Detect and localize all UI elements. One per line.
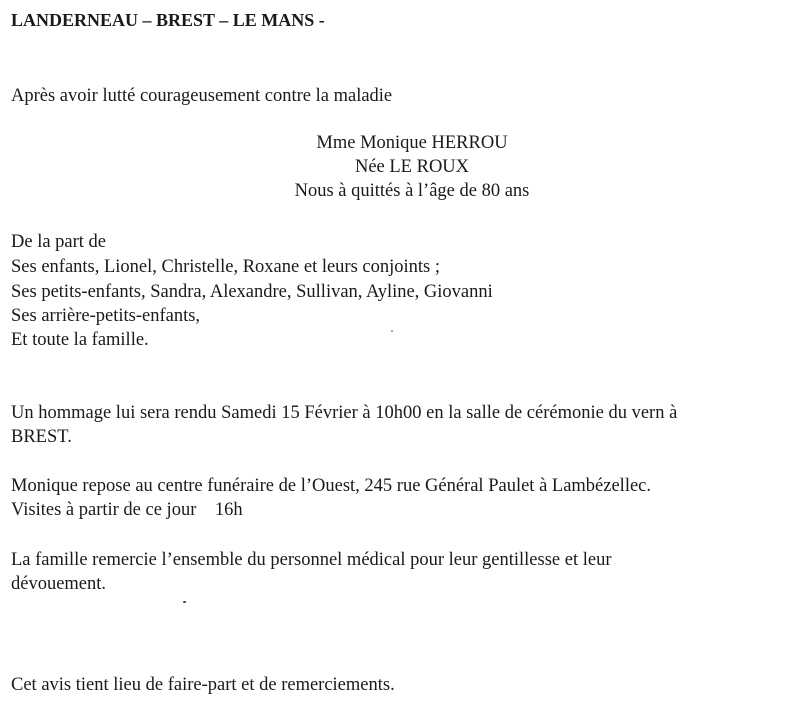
family-line: Ses petits-enfants, Sandra, Alexandre, Sullivan, Ayline, Giovanni (11, 282, 493, 302)
intro-text: Après avoir lutté courageusement contre la maladie (11, 86, 393, 106)
repose-text: Monique repose au centre funéraire de l’Ouest, 245 rue Général Paulet à Lambézellec. (11, 476, 652, 496)
ceremony-text-continued: BREST. (11, 427, 72, 447)
scan-speck (391, 330, 393, 332)
location-heading: LANDERNEAU – BREST – LE MANS - (11, 10, 325, 30)
family-line: De la part de (11, 232, 107, 252)
visiting-hours: Visites à partir de ce jour 16h (11, 500, 243, 520)
ceremony-text: Un hommage lui sera rendu Samedi 15 Février à 10h00 en la salle de cérémonie du vern à (11, 403, 678, 423)
deceased-maiden-name: Née LE ROUX (354, 157, 470, 177)
closing-text: Cet avis tient lieu de faire-part et de remerciements. (11, 675, 395, 695)
thanks-text-continued: dévouement. (11, 574, 107, 594)
deceased-age: Nous à quittés à l’âge de 80 ans (294, 181, 530, 201)
family-line: Ses arrière-petits-enfants, (11, 306, 201, 326)
scan-speck (183, 601, 186, 603)
family-line: Et toute la famille. (11, 330, 149, 350)
thanks-text: La famille remercie l’ensemble du personnel médical pour leur gentillesse et leur (11, 550, 612, 570)
family-line: Ses enfants, Lionel, Christelle, Roxane et leurs conjoints ; (11, 257, 441, 277)
deceased-name: Mme Monique HERROU (316, 133, 508, 153)
